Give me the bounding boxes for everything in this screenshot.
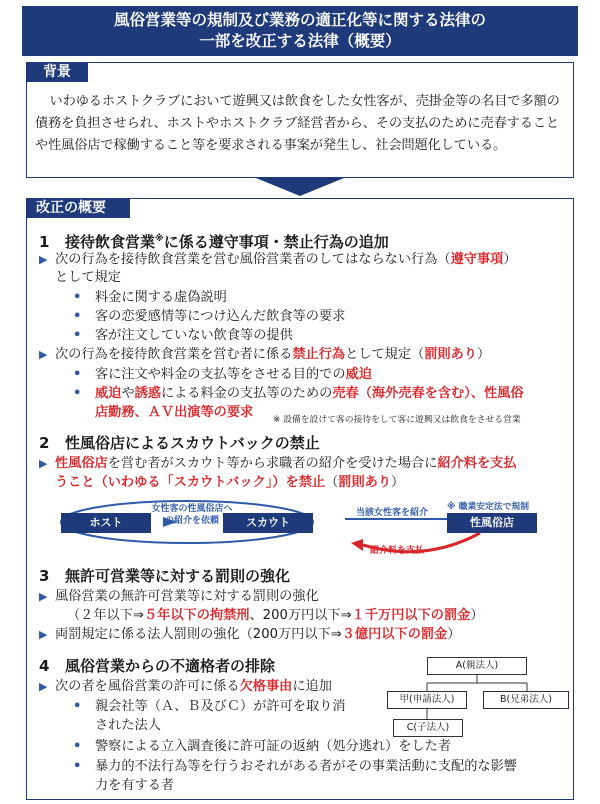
s2-point-1: ▶ 性風俗店を営む者がスカウト等から求職者の紹介を受けた場合に紹介料を支払	[39, 456, 517, 471]
background-section	[26, 62, 574, 178]
overview-section	[26, 198, 574, 800]
org-c-box: C(子法人)	[393, 719, 463, 737]
section-3-heading: 3 無許可営業等に対する罰則の強化	[39, 567, 291, 585]
s1-bullet-5-cont: 店勤務、ＡＶ出演等の要求	[95, 405, 254, 420]
section-1-heading: 1 接待飲食営業※に係る遵守事項・禁止行為の追加	[39, 233, 389, 251]
s4-bullet-2: • 警察による立入調査後に許可証の返納（処分逃れ）をした者	[73, 739, 452, 754]
s1-bullet-3: • 客が注文していない飲食等の提供	[73, 328, 293, 343]
dot-icon: •	[73, 367, 82, 382]
s1-bullet-2: • 客の恋愛感情等につけ込んだ飲食等の要求	[73, 309, 346, 324]
s4-bullet-3: • 暴力的不法行為等を行うおそれがある者がその事業活動に支配的な影響	[73, 759, 517, 774]
s1-point-1: ▶ 次の行為を接待飲食営業を営む風俗営業者のしてはならない行為（遵守事項）	[39, 252, 517, 267]
dot-icon: •	[73, 739, 82, 754]
background-label: 背景	[26, 62, 88, 82]
background-text: いわゆるホストクラブにおいて遊興又は飲食をした女性客が、売掛金等の名目で多額の債務を負担させられ、ホストやホストクラブ経営者から、その支払のために売春することや性風俗店で稼働すること等を要求される事案が発生し、社会問題化している。	[35, 94, 560, 153]
s1-point-1-cont: として規定	[55, 270, 121, 285]
title-line-1: 風俗営業等の規制及び業務の適正化等に関する法律の	[113, 11, 486, 29]
s3-point-1: ▶ 風俗営業の無許可営業等に対する罰則の強化	[39, 589, 319, 604]
host-box: ホスト	[61, 513, 151, 533]
request-label: 女性客の性風俗店への紹介を依頼	[151, 504, 233, 526]
diagram-note: ※ 職業安定法で規制	[447, 502, 529, 512]
page-title	[22, 6, 578, 56]
shop-box: 性風俗店	[447, 513, 537, 533]
dot-icon: •	[73, 290, 82, 305]
s4-bullet-1: • 親会社等（Ａ、Ｂ及びＣ）が許可を取り消	[73, 699, 346, 714]
overview-label: 改正の概要	[26, 198, 130, 218]
dot-icon: •	[73, 386, 82, 401]
s1-bullet-4: • 客に注文や料金の支払等をさせる目的での威迫	[73, 367, 372, 382]
dot-icon: •	[73, 759, 82, 774]
s1-point-2: ▶ 次の行為を接待飲食営業を営む者に係る禁止行為として規定（罰則あり）	[39, 347, 491, 362]
s2-point-1-cont: うこと（いわゆる「スカウトバック」）を禁止（罰則あり）	[55, 475, 405, 490]
s1-bullet-1: • 料金に関する虚偽説明	[73, 290, 227, 305]
down-arrow	[256, 178, 344, 196]
org-b-box: B(兄弟法人)	[483, 691, 569, 709]
introduce-label: 当該女性客を紹介	[355, 508, 428, 518]
s4-point-1: ▶ 次の者を風俗営業の許可に係る欠格事由に追加	[39, 679, 332, 694]
dot-icon: •	[73, 699, 82, 714]
fee-label: 紹介料を支払	[369, 546, 424, 556]
s3-point-1-detail: （２年以下⇒５年以下の拘禁刑、200万円以下⇒１千万円以下の罰金）	[67, 608, 484, 623]
section-2-heading: 2 性風俗店によるスカウトバックの禁止	[39, 434, 320, 452]
org-k-box: 甲(申請法人)	[387, 691, 467, 709]
org-a-box: A(親法人)	[427, 657, 527, 675]
triangle-bullet-icon: ▶	[39, 348, 48, 361]
triangle-bullet-icon: ▶	[39, 628, 48, 641]
s4-bullet-1-cont: された法人	[95, 718, 161, 733]
triangle-bullet-icon: ▶	[39, 457, 48, 470]
s3-point-2: ▶ 両罰規定に係る法人罰則の強化（200万円以下⇒３億円以下の罰金）	[39, 627, 461, 642]
s4-bullet-3-cont: 力を有する者	[95, 778, 175, 793]
title-line-2: 一部を改正する法律（概要）	[199, 32, 401, 50]
s1-note: ※ 設備を設けて客の接待をして客に遊興又は飲食をさせる営業	[273, 415, 521, 425]
dot-icon: •	[73, 309, 82, 324]
scout-box: スカウト	[223, 513, 313, 533]
section-4-heading: 4 風俗営業からの不適格者の排除	[39, 657, 276, 675]
s1-bullet-5: • 威迫や誘惑による料金の支払等のための売春（海外売春を含む）、性風俗	[73, 386, 524, 401]
dot-icon: •	[73, 328, 82, 343]
triangle-bullet-icon: ▶	[39, 590, 48, 603]
triangle-bullet-icon: ▶	[39, 680, 48, 693]
triangle-bullet-icon: ▶	[39, 253, 48, 266]
